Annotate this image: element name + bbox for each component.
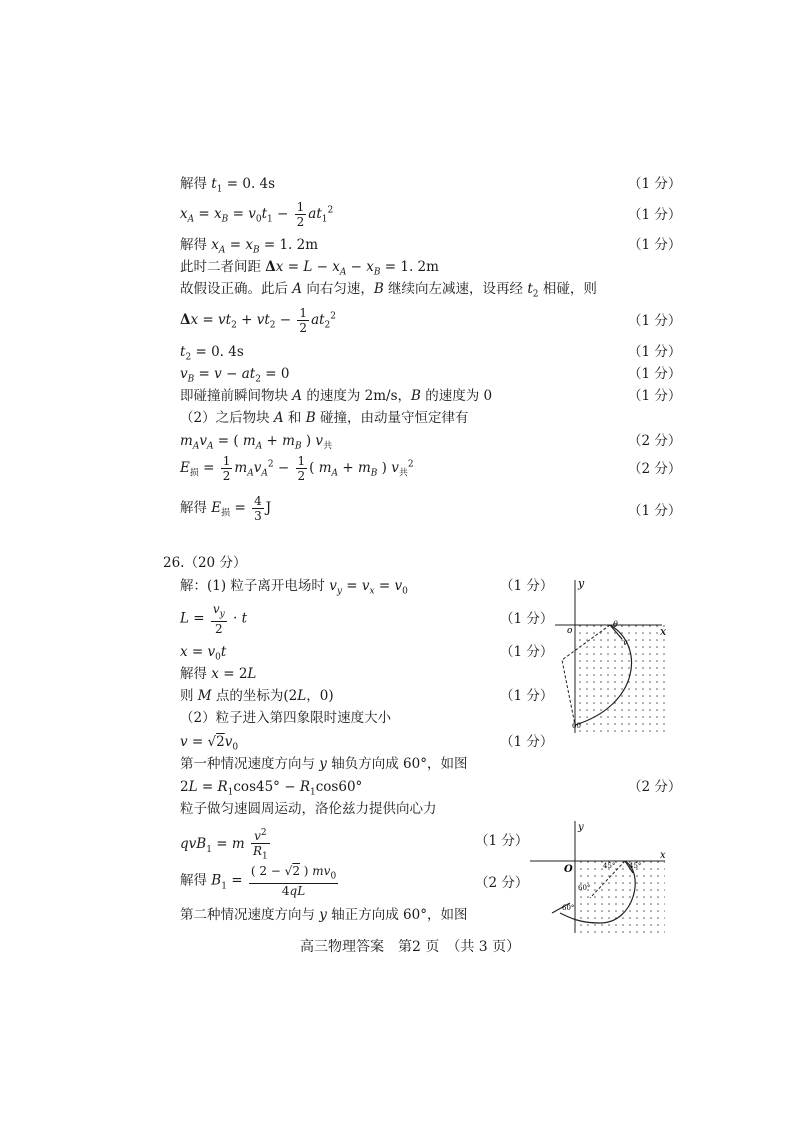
line-energy-loss: $E_损$ = $\frac{1}{2}$ $m_Av_A^2$ − $\frac{1}{2}$ ( $m_A + m_B$ ) $v_共^2$: [180, 454, 414, 483]
score: （1 分）: [500, 734, 554, 750]
score: （2 分）: [475, 875, 529, 891]
score: （1 分）: [475, 833, 529, 849]
q26-line-M: 则 M 点的坐标为(2L，0): [180, 688, 334, 704]
q26-line-part2: （2）粒子进入第四象限时速度大小: [180, 710, 392, 726]
x-label: x: [660, 850, 666, 861]
score: （1 分）: [628, 388, 682, 404]
line-delta-x: $\Delta x = vt_2 + vt_2$ − $\frac{1}{2}$ $at_2^2$: [180, 306, 337, 335]
velocity-label: v: [623, 638, 628, 647]
score: （1 分）: [500, 688, 554, 704]
line-solve-xa: 解得 $x_A = x_B = 1$. 2m: [180, 237, 319, 256]
q26-line-case2: 第二种情况速度方向与 y 轴正方向成 60°，如图: [180, 907, 468, 923]
line-xa-xb: $x_A = x_B = v_0t_1$ − $\frac{1}{2}$ $at_1^2$: [180, 200, 334, 229]
score: （1 分）: [628, 503, 682, 519]
line-velocity-before: 即碰撞前瞬间物块 A 的速度为 2m/s，B 的速度为 0: [180, 388, 493, 404]
angle-label-3: 60°: [578, 884, 591, 892]
angle-label-2: 45°: [629, 862, 642, 870]
line-solve-t1: 解得 $t_1 = 0$. 4s: [180, 176, 276, 195]
q26-line-radius: $2L = R_1\cos 45^\circ - R_1\cos 60^\circ$: [180, 779, 363, 798]
score: （1 分）: [500, 644, 554, 660]
page-footer: 高三物理答案 第2 页 （共 3 页）: [300, 939, 521, 955]
q26-line-qvb: qvB$_1$ = m $\frac{v^2}{R_1}$: [180, 828, 268, 862]
line-gap: 此时二者间距 $\Delta x = L - x_A - x_B = 1$. 2m: [180, 259, 439, 278]
score: （2 分）: [628, 461, 682, 477]
q26-line-b1: 解得 $B_1$ = $\frac{( 2 - √2 ) mv_0}{4qL}$: [180, 864, 337, 899]
score: （1 分）: [628, 237, 682, 253]
score: （1 分）: [628, 207, 682, 223]
score: （1 分）: [500, 578, 554, 594]
score: （1 分）: [500, 611, 554, 627]
line-momentum: $m_Av_A$ = ( $m_A + m_B$ ) $v_共$: [180, 433, 333, 452]
y-label: y: [578, 577, 585, 590]
score: （1 分）: [628, 313, 682, 329]
score: （1 分）: [628, 176, 682, 192]
line-solve-e: 解得 $E_损$ = $\frac{4}{3}$ J: [180, 494, 272, 523]
q26-line-lorentz: 粒子做匀速圆周运动，洛伦兹力提供向心力: [180, 801, 437, 817]
line-part2: （2）之后物块 A 和 B 碰撞，由动量守恒定律有: [180, 410, 469, 426]
origin-label: O: [564, 864, 573, 875]
line-assumption: 故假设正确。此后 A 向右匀速，B 继续向左减速，设再经 $t_2$ 相碰，则: [180, 281, 597, 300]
line-vb: $v_B = v - at_2 = 0$: [180, 366, 290, 385]
figure-1: [550, 575, 670, 735]
angle-label-4: 60°: [562, 904, 575, 912]
q26-line-solve-x: 解得 x = 2L: [180, 666, 257, 682]
y-label: y: [578, 822, 584, 833]
line-t2: $t_2 = 0$. 4s: [180, 344, 244, 363]
score: （1 分）: [628, 344, 682, 360]
q26-line-x: $x = v_0t$: [180, 644, 227, 663]
angle-label-1: 45°: [603, 862, 616, 870]
score: （2 分）: [628, 433, 682, 449]
bottom-angle-label: 60: [572, 722, 581, 730]
q26-line-L: L = $\frac{v_y}{2}$ · t: [180, 602, 248, 637]
q26-line-case1: 第一种情况速度方向与 y 轴负方向成 60°，如图: [180, 756, 468, 772]
question-header: 26.（20 分）: [163, 555, 247, 571]
score: （1 分）: [628, 366, 682, 382]
x-label: x: [660, 625, 667, 638]
q26-line-v: $v = √2v_0$: [180, 734, 239, 753]
q26-line-vy: 解：(1) 粒子离开电场时 $v_y = v_x = v_0$: [180, 578, 408, 597]
score: （2 分）: [628, 779, 682, 795]
figure-2: [530, 818, 670, 936]
angle-label: θ: [613, 620, 618, 629]
origin-label: o: [567, 626, 573, 636]
